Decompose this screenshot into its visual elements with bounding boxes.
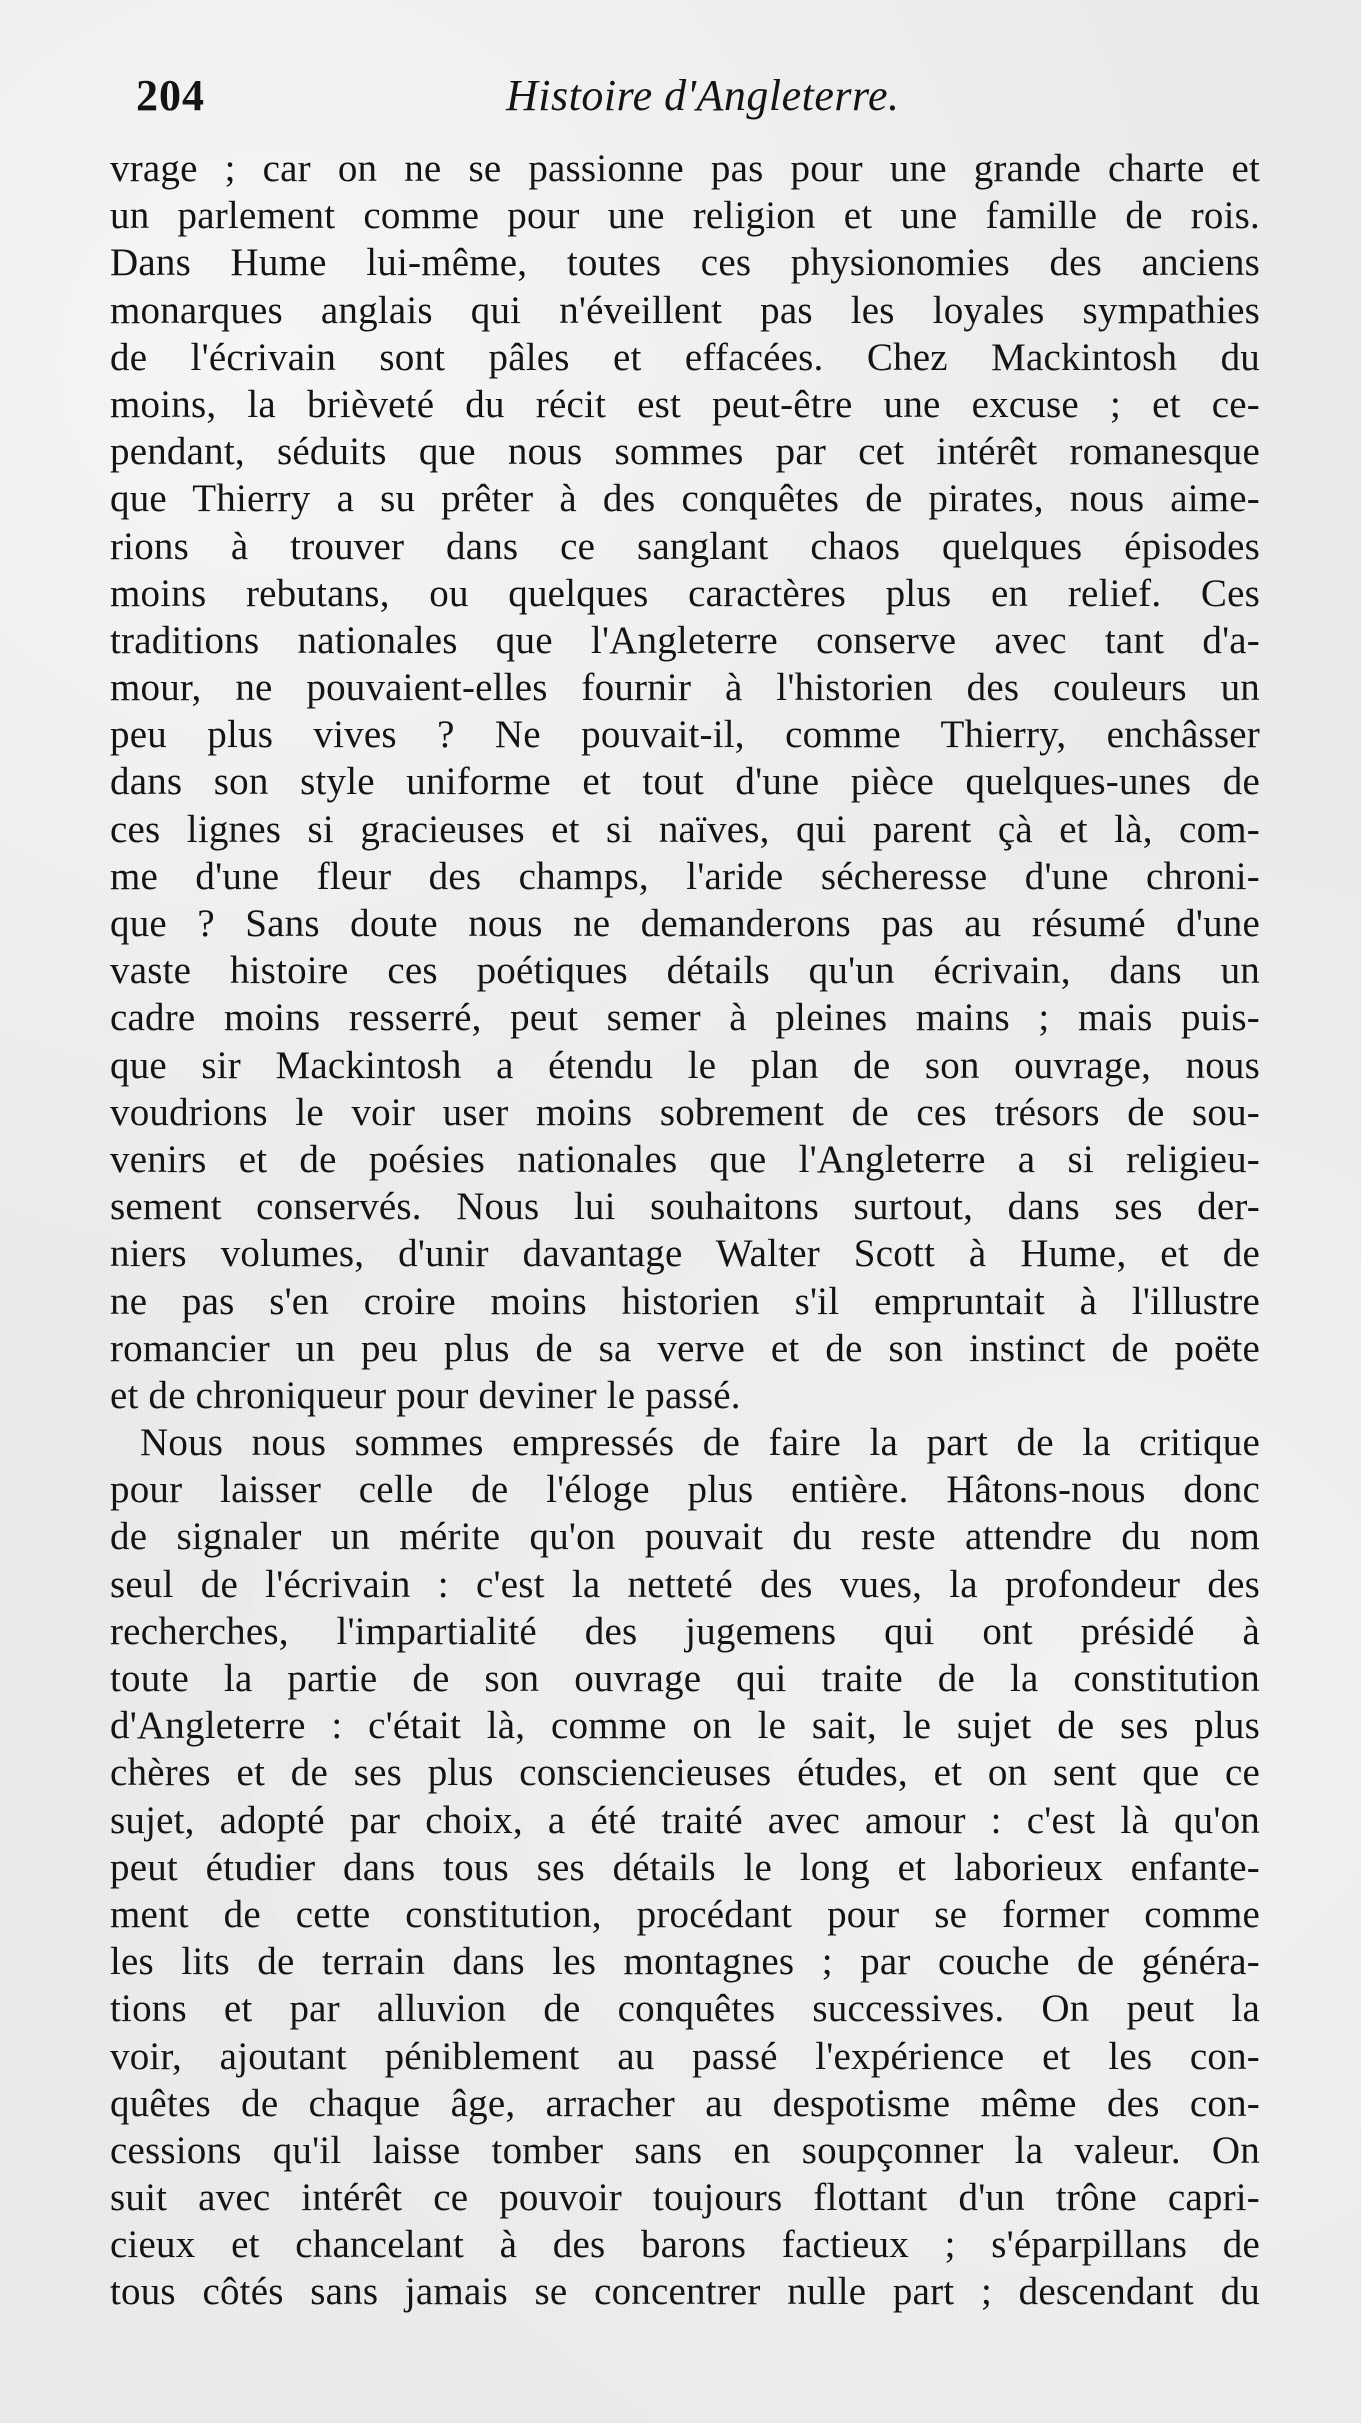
running-head: Histoire d'Angleterre. [506, 71, 900, 120]
text-line: peut étudier dans tous ses détails le long et laborieux enfante- [110, 1845, 1260, 1889]
text-line: que Thierry a su prêter à des conquêtes de pirates, nous aime- [110, 477, 1260, 521]
text-line: peu plus vives ? Ne pouvait-il, comme Thierry, enchâsser [110, 713, 1260, 757]
text-line: dans son style uniforme et tout d'une pièce quelques-unes de [110, 760, 1260, 804]
text-line: traditions nationales que l'Angleterre conserve avec tant d'a- [110, 618, 1260, 662]
text-line: seul de l'écrivain : c'est la netteté des vues, la profondeur des [110, 1562, 1260, 1606]
body-text [110, 145, 1260, 2316]
text-line: monarques anglais qui n'éveillent pas les loyales sympathies [110, 288, 1260, 332]
text-line: les lits de terrain dans les montagnes ; par couche de généra- [110, 1940, 1260, 1984]
page-number: 204 [136, 71, 205, 120]
text-line: cessions qu'il laisse tomber sans en soupçonner la valeur. On [110, 2128, 1260, 2172]
text-line: d'Angleterre : c'était là, comme on le sait, le sujet de ses plus [110, 1704, 1260, 1748]
text-line: que ? Sans doute nous ne demanderons pas au résumé d'une [110, 902, 1260, 945]
text-line: recherches, l'impartialité des jugemens qui ont présidé à [110, 1609, 1260, 1653]
text-line: Dans Hume lui-même, toutes ces physionomies des anciens [110, 241, 1260, 285]
paragraph-end-line: et de chroniqueur pour deviner le passé. [110, 1373, 741, 1417]
text-line: que sir Mackintosh a étendu le plan de son ouvrage, nous [110, 1043, 1260, 1087]
text-line: tions et par alluvion de conquêtes successives. On peut la [110, 1987, 1260, 2031]
text-line: me d'une fleur des champs, l'aride sécheresse d'une chroni- [110, 854, 1260, 898]
text-line: pour laisser celle de l'éloge plus entière. Hâtons-nous donc [110, 1468, 1260, 1512]
text-line: de l'écrivain sont pâles et effacées. Chez Mackintosh du [110, 335, 1260, 379]
text-line: ces lignes si gracieuses et si naïves, qui parent çà et là, com- [110, 807, 1260, 851]
text-line: moins, la brièveté du récit est peut-être une excuse ; et ce- [110, 382, 1260, 426]
text-line: vaste histoire ces poétiques détails qu'un écrivain, dans un [110, 949, 1260, 993]
text-line: chères et de ses plus consciencieuses études, et on sent que ce [110, 1751, 1260, 1795]
paragraph-start-line: Nous nous sommes empressés de faire la part de la critique [140, 1421, 1260, 1465]
text-line: vrage ; car on ne se passionne pas pour une grande charte et [110, 147, 1260, 190]
text-line: quêtes de chaque âge, arracher au despotisme même des con- [110, 2081, 1260, 2125]
text-line: toute la partie de son ouvrage qui traite de la constitution [110, 1657, 1260, 1700]
text-line: un parlement comme pour une religion et une famille de rois. [110, 194, 1260, 238]
text-line: voir, ajoutant péniblement au passé l'expérience et les con- [110, 2034, 1260, 2078]
text-line: romancier un peu plus de sa verve et de son instinct de poëte [110, 1326, 1260, 1370]
text-line: rions à trouver dans ce sanglant chaos quelques épisodes [110, 524, 1260, 568]
text-line: cieux et chancelant à des barons factieux ; s'éparpillans de [110, 2223, 1260, 2267]
text-line: ne pas s'en croire moins historien s'il empruntait à l'illustre [110, 1279, 1260, 1323]
text-line: moins rebutans, ou quelques caractères plus en relief. Ces [110, 571, 1260, 615]
text-line: ment de cette constitution, procédant pour se former comme [110, 1892, 1260, 1936]
text-line: sujet, adopté par choix, a été traité avec amour : c'est là qu'on [110, 1798, 1260, 1842]
page-header [136, 70, 1261, 140]
text-line: mour, ne pouvaient-elles fournir à l'historien des couleurs un [110, 666, 1260, 710]
text-line: niers volumes, d'unir davantage Walter Scott à Hume, et de [110, 1232, 1260, 1276]
text-line: de signaler un mérite qu'on pouvait du reste attendre du nom [110, 1515, 1260, 1559]
text-line: tous côtés sans jamais se concentrer nulle part ; descendant du [110, 2270, 1260, 2314]
text-line: cadre moins resserré, peut semer à pleines mains ; mais puis- [110, 996, 1260, 1040]
text-line: suit avec intérêt ce pouvoir toujours flottant d'un trône capri- [110, 2176, 1260, 2220]
text-line: sement conservés. Nous lui souhaitons surtout, dans ses der- [110, 1185, 1260, 1229]
text-line: voudrions le voir user moins sobrement de ces trésors de sou- [110, 1090, 1260, 1134]
text-line: pendant, séduits que nous sommes par cet intérêt romanesque [110, 430, 1260, 474]
text-line: venirs et de poésies nationales que l'Angleterre a si religieu- [110, 1137, 1260, 1181]
